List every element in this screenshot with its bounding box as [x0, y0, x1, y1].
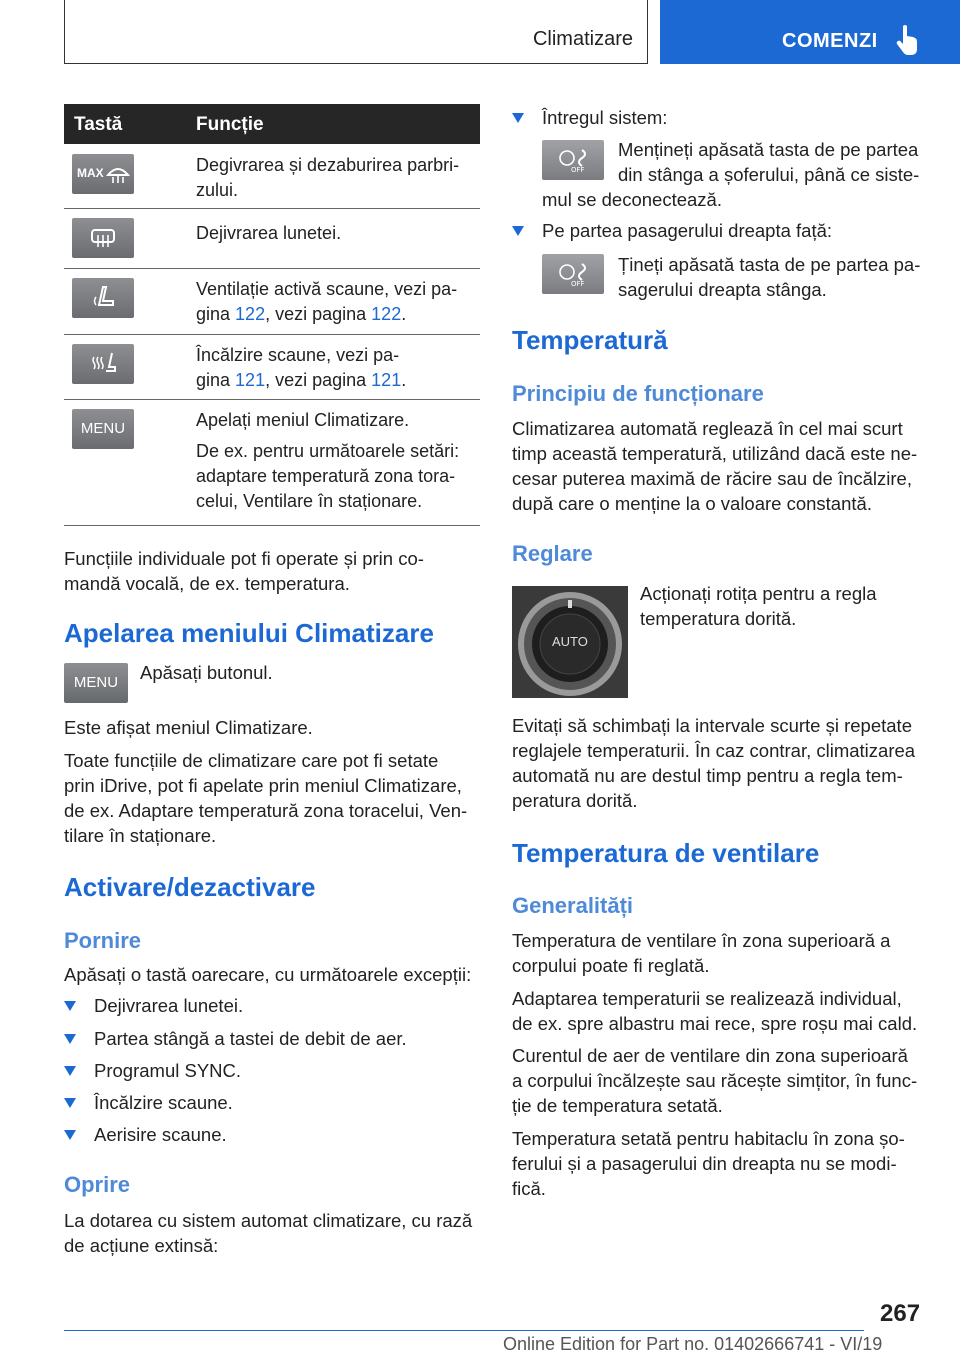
page-link[interactable]: 122 [235, 304, 266, 324]
heading-on: Pornire [64, 928, 142, 953]
heading-temperature: Temperatură [512, 325, 668, 355]
col-function-header: Funcție [196, 114, 264, 135]
svg-text:OFF: OFF [571, 280, 585, 288]
seat-heating-icon [72, 344, 134, 384]
press-button-text: Apăsați butonul. [140, 662, 273, 683]
fan-off-button-icon [542, 140, 604, 180]
bullet-triangle-icon [512, 226, 524, 236]
seat-ventilation-icon [72, 278, 134, 318]
table-row [64, 209, 480, 269]
heading-menu: Apelarea meniului Climatizare [64, 618, 434, 648]
menu-shown-text: Este afișat meniul Climatizare. [64, 717, 313, 738]
general-p4: Temperatura setată pentru habitaclu în zona șo- ferului și a pasagerului din dreapta nu se modi- fică. [512, 1128, 905, 1199]
row-text: Degivrarea și dezaburirea parbri- zului. [196, 155, 460, 200]
table-row [64, 269, 480, 335]
page-link[interactable]: 121 [371, 370, 402, 390]
table-row [64, 335, 480, 400]
header-tab-comenzi[interactable] [660, 0, 960, 64]
bullet-triangle-icon [64, 1001, 76, 1011]
bullet-triangle-icon [64, 1130, 76, 1140]
header-section-title: Climatizare [532, 28, 633, 50]
fan-off-button-icon [542, 254, 604, 294]
general-p1: Temperatura de ventilare în zona superioară a corpului poate fi reglată. [512, 930, 891, 976]
menu-button-icon: MENU [72, 409, 134, 449]
header-tab-label: COMENZI [782, 30, 878, 52]
heading-vent-temp: Temperatura de ventilare [512, 838, 820, 868]
heading-off: Oprire [64, 1172, 131, 1197]
footer-divider [64, 1330, 864, 1331]
menu-button-image: MENU [64, 663, 128, 703]
off-text: La dotarea cu sistem automat climatizare, cu rază de acțiune extinsă: [64, 1210, 473, 1256]
page-link[interactable]: 122 [371, 304, 402, 324]
row-text: Încălzire scaune, vezi pa- gina 121, vezi pagina 121. [196, 345, 407, 390]
table-row [64, 400, 480, 526]
general-p3: Curentul de aer de ventilare din zona superioară a corpului încălzește sau răcește simțitor, în func- ție de temperatura setată. [512, 1045, 918, 1116]
b1-text-wrap: mul se deconectează. [542, 189, 722, 210]
intro-paragraph: Funcțiile individuale pot fi operate și prin co- mandă vocală, de ex. temperatura. [64, 548, 424, 594]
page-link[interactable]: 121 [235, 370, 266, 390]
page-number: 267 [880, 1300, 921, 1327]
row-text: Dejivrarea lunetei. [196, 223, 342, 243]
header-section-box [64, 0, 648, 64]
all-functions-paragraph: Toate funcțiile de climatizare care pot fi setate prin iDrive, pot fi apelate prin meniul Climatizare, de ex. Adaptare temperatură zona toracelui, Ven- tilare în staționare. [64, 750, 468, 846]
b1-text-indent: Mențineți apăsată tasta de pe partea din stânga a șoferului, până ce siste- [618, 139, 920, 185]
svg-text:OFF: OFF [571, 166, 585, 174]
col-key-header: Tastă [74, 114, 123, 135]
table-row [64, 144, 480, 209]
function-table [64, 104, 480, 526]
touch-hand-icon [896, 24, 918, 56]
footer-edition: Online Edition for Part no. 01402666741 - VI/19 [503, 1334, 883, 1354]
heading-general: Generalități [512, 893, 634, 918]
heading-activate: Activare/dezactivare [64, 872, 316, 902]
heading-principle: Principiu de funcționare [512, 381, 764, 406]
adjust-text: Acționați rotița pentru a regla temperatura dorită. [640, 583, 877, 629]
heading-adjust: Reglare [512, 541, 593, 566]
table-header [64, 104, 480, 144]
b2-text: Țineți apăsată tasta de pe partea pa- sagerului dreapta stânga. [618, 254, 921, 300]
row-text: Ventilație activă scaune, vezi pa- gina 122, vezi pagina 122. [196, 279, 458, 324]
on-text: Apăsați o tastă oarecare, cu următoarele excepții: [64, 964, 472, 985]
row-text: Apelați meniul Climatizare. De ex. pentru următoarele setări: adaptare temperatură zona tora- celui, Ventilare în staționare. [196, 410, 460, 511]
rear-window-defrost-icon [72, 218, 134, 258]
principle-paragraph: Climatizarea automată reglează în cel mai scurt timp această temperatură, utilizând dacă este ne- cesar puterea maximă de răcire sau de încălzire, după care o menține la o valoare constantă. [512, 418, 918, 514]
max-defrost-icon: MAX [72, 154, 134, 194]
avoid-paragraph: Evitați să schimbați la intervale scurte și repetate reglajele temperaturii. În caz contrar, climatizarea automată nu are destul timp pentru a regla tem- peratura dorită. [512, 715, 916, 811]
temperature-knob-image: AUTO [512, 586, 628, 698]
bullet-triangle-icon [512, 113, 524, 123]
bullet-triangle-icon [64, 1098, 76, 1108]
bullet-triangle-icon [64, 1034, 76, 1044]
bullet-triangle-icon [64, 1066, 76, 1076]
general-p2: Adaptarea temperaturii se realizează individual, de ex. spre albastru mai rece, spre roșu mai cald. [512, 988, 918, 1034]
